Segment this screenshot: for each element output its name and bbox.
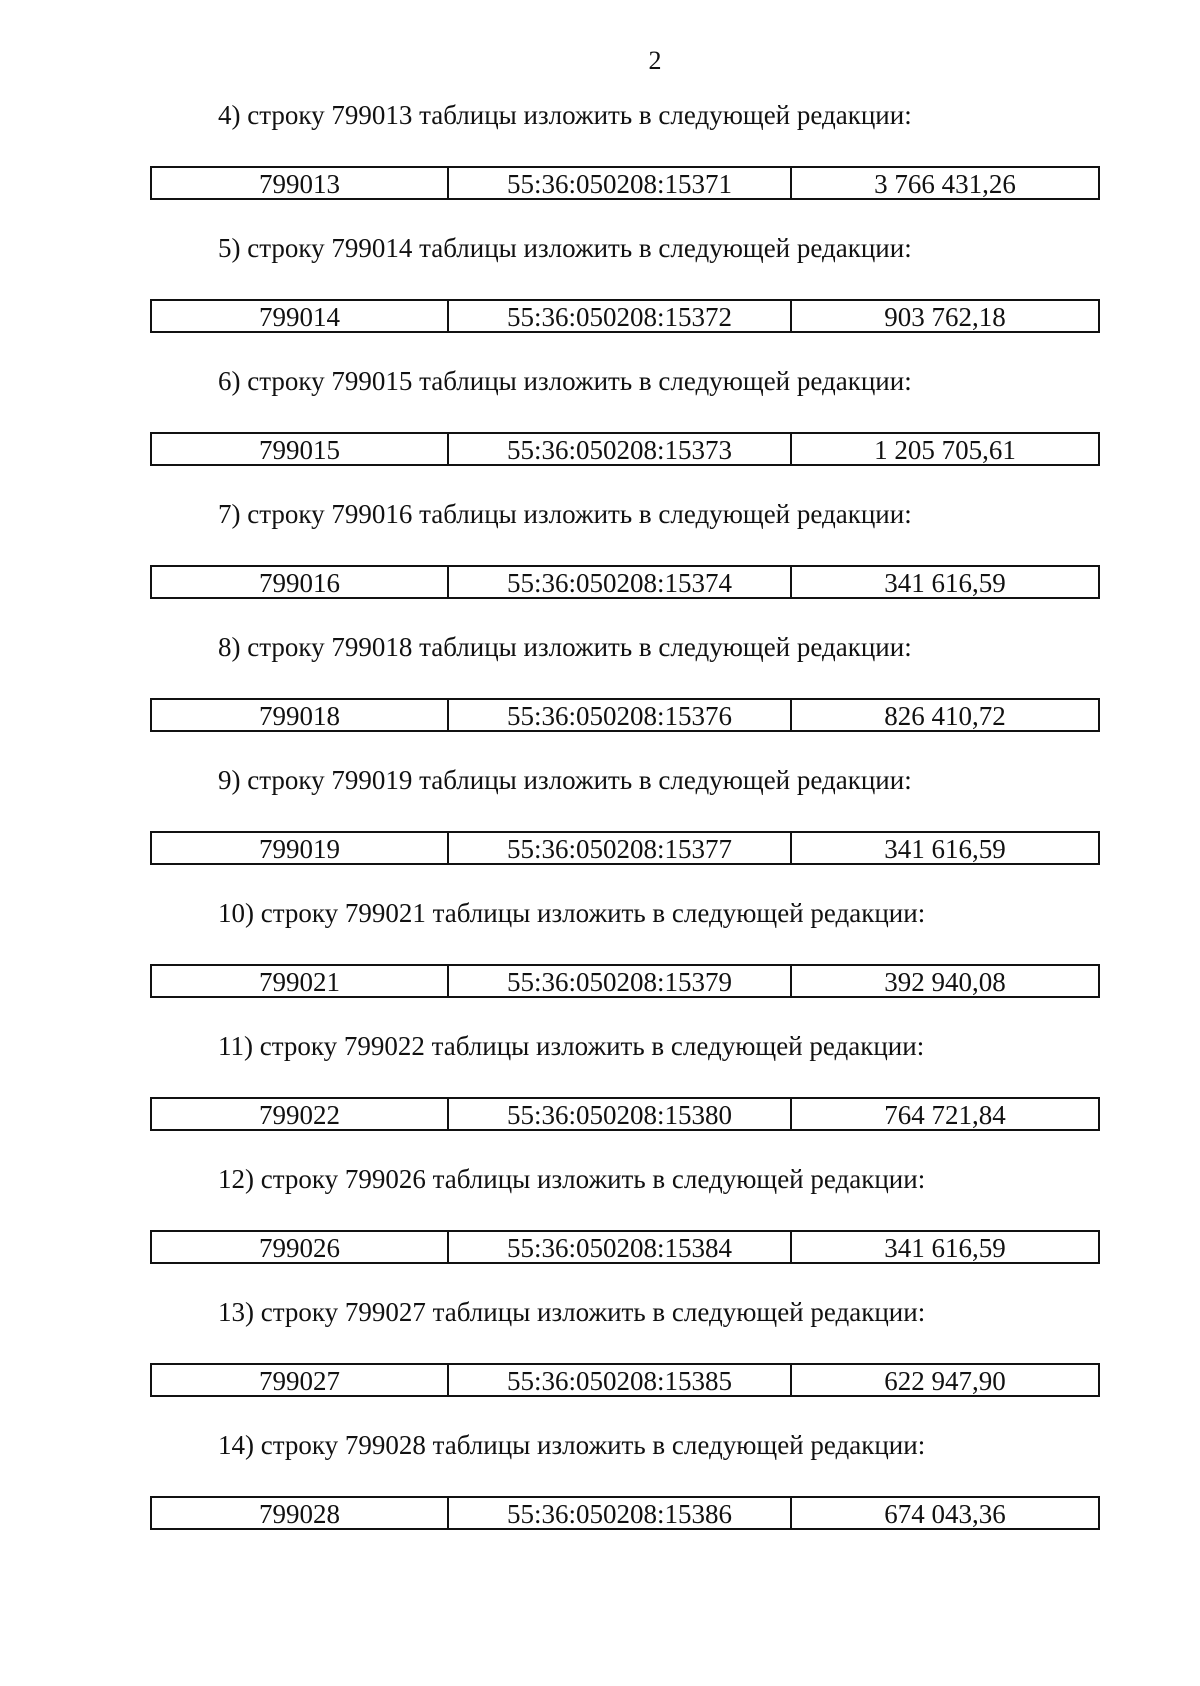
cadastral-number-cell: 55:36:050208:15376 [449,700,792,730]
row-code-cell: 799027 [152,1365,449,1395]
cadastral-value-cell: 341 616,59 [884,1233,1006,1263]
cadastral-number-cell: 55:36:050208:15372 [449,301,792,331]
cadastral-number-cell: 55:36:050208:15384 [449,1232,792,1262]
amendment-instruction: 9) строку 799019 таблицы изложить в следующей редакции: [218,765,912,795]
cadastral-value-cell: 341 616,59 [884,568,1006,598]
table-row [150,1363,1100,1397]
amendment-item [0,364,1200,497]
table-row [150,299,1100,333]
amendment-item [0,231,1200,364]
amendment-item [0,763,1200,896]
table-row [150,831,1100,865]
amendment-instruction: 13) строку 799027 таблицы изложить в следующей редакции: [218,1297,926,1327]
amendment-instruction: 7) строку 799016 таблицы изложить в следующей редакции: [218,499,912,529]
row-code-cell: 799018 [152,700,449,730]
cadastral-number-cell: 55:36:050208:15386 [449,1498,792,1528]
row-code-cell: 799028 [152,1498,449,1528]
table-row [150,964,1100,998]
table-row [150,698,1100,732]
cadastral-value-cell: 674 043,36 [884,1499,1006,1529]
amendment-item [0,497,1200,630]
cadastral-number-cell: 55:36:050208:15379 [449,966,792,996]
row-code-cell: 799022 [152,1099,449,1129]
cadastral-value-cell: 826 410,72 [884,701,1006,731]
table-row [150,565,1100,599]
row-code-cell: 799021 [152,966,449,996]
row-code-cell: 799026 [152,1232,449,1262]
cadastral-number-cell: 55:36:050208:15374 [449,567,792,597]
amendment-instruction: 5) строку 799014 таблицы изложить в следующей редакции: [218,233,912,263]
table-row [150,166,1100,200]
amendment-instruction: 8) строку 799018 таблицы изложить в следующей редакции: [218,632,912,662]
cadastral-number-cell: 55:36:050208:15377 [449,833,792,863]
amendment-instruction: 11) строку 799022 таблицы изложить в следующей редакции: [218,1031,925,1061]
amendment-instruction: 10) строку 799021 таблицы изложить в следующей редакции: [218,898,926,928]
amendment-instruction: 4) строку 799013 таблицы изложить в следующей редакции: [218,100,912,130]
row-code-cell: 799019 [152,833,449,863]
cadastral-value-cell: 341 616,59 [884,834,1006,864]
cadastral-value-cell: 392 940,08 [884,967,1006,997]
amendment-item [0,896,1200,1029]
cadastral-value-cell: 622 947,90 [884,1366,1006,1396]
cadastral-number-cell: 55:36:050208:15373 [449,434,792,464]
amendment-instruction: 14) строку 799028 таблицы изложить в следующей редакции: [218,1430,926,1460]
row-code-cell: 799014 [152,301,449,331]
cadastral-value-cell: 1 205 705,61 [874,435,1016,465]
page-number: 2 [648,46,662,75]
table-row [150,1097,1100,1131]
cadastral-number-cell: 55:36:050208:15385 [449,1365,792,1395]
amendment-instruction: 12) строку 799026 таблицы изложить в следующей редакции: [218,1164,926,1194]
amendment-item [0,1162,1200,1295]
amendment-item [0,1295,1200,1428]
table-row [150,1230,1100,1264]
row-code-cell: 799015 [152,434,449,464]
amendment-item [0,630,1200,763]
amendment-list [0,98,1200,1561]
row-code-cell: 799016 [152,567,449,597]
cadastral-value-cell: 903 762,18 [884,302,1006,332]
amendment-item [0,1428,1200,1561]
amendment-instruction: 6) строку 799015 таблицы изложить в следующей редакции: [218,366,912,396]
row-code-cell: 799013 [152,168,449,198]
cadastral-number-cell: 55:36:050208:15371 [449,168,792,198]
cadastral-value-cell: 764 721,84 [884,1100,1006,1130]
table-row [150,432,1100,466]
cadastral-value-cell: 3 766 431,26 [874,169,1016,199]
table-row [150,1496,1100,1530]
amendment-item [0,1029,1200,1162]
cadastral-number-cell: 55:36:050208:15380 [449,1099,792,1129]
amendment-item [0,98,1200,231]
